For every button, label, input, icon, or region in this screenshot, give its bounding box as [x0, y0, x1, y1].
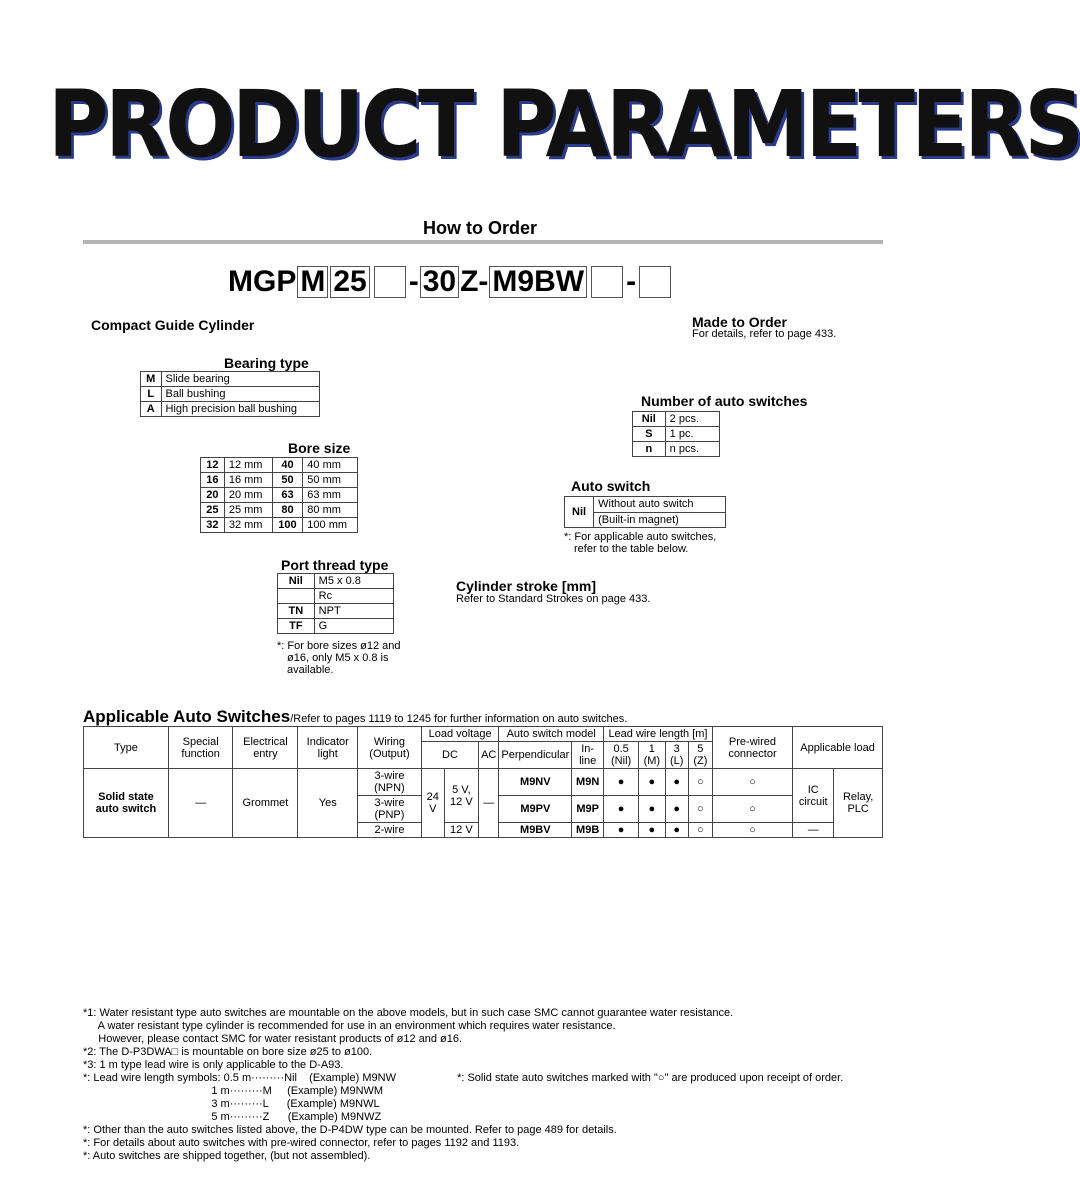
- code-number-box: [591, 266, 623, 298]
- order-code: [228, 265, 674, 299]
- code-port-box: [374, 266, 406, 298]
- label-bearing: Bearing type: [224, 355, 309, 371]
- code-bore: 25: [330, 266, 369, 298]
- label-made: Made to Order: [692, 314, 787, 330]
- switch-table-title: Applicable Auto Switches/Refer to pages 1119 to 1245 for further information on auto switches.: [83, 707, 628, 726]
- bearing-table: M Slide bearing L Ball bushing A High precision ball bushing: [140, 371, 320, 417]
- switch-table: Type Special function Electrical entry Indicator light Wiring (Output) Load voltage Auto switch model Lead wire length [m] Pre-wired connector Applicable load DC AC Perpendicular In-line 0.5 (Nil) 1 (M) 3 (L) 5 (Z) Solid state auto switch — Grommet Yes 3-wire (NPN) 24 V 5 V, 12 V — M9NV M9N ● ● ● ○ ○ IC circuit Relay, PLC 3-wire (PNP) M9PV M9P ● ● ● ○ ○ 2-wire 12 V M9BV M9B ● ● ● ○ ○ —: [83, 726, 883, 838]
- banner-title: PRODUCT PARAMETERS: [48, 71, 1080, 178]
- made-note: For details, refer to page 433.: [692, 328, 837, 340]
- port-note: *: For bore sizes ø12 and: [277, 640, 401, 652]
- code-dash: -: [626, 265, 637, 298]
- bore-table: 12 12 mm 40 40 mm 16 16 mm 50 50 mm 20 20 mm 63 63 mm 25 25 mm 80 80 mm 32 32 mm 100 100 mm: [200, 457, 358, 533]
- port-note: ø16, only M5 x 0.8 is: [287, 652, 389, 664]
- label-stroke: Cylinder stroke [mm]: [456, 578, 597, 594]
- label-port: Port thread type: [281, 557, 389, 573]
- title-rule: [83, 240, 883, 244]
- stroke-note: Refer to Standard Strokes on page 433.: [456, 593, 651, 605]
- banner: [0, 70, 1080, 185]
- auto-note: refer to the table below.: [574, 543, 689, 555]
- label-bore: Bore size: [288, 440, 351, 456]
- code-switch: M9BW: [489, 266, 587, 298]
- code-dash: -: [408, 265, 419, 298]
- code-z: Z: [460, 265, 479, 298]
- section-title: How to Order: [422, 218, 537, 238]
- auto-note: *: For applicable auto switches,: [564, 531, 717, 543]
- code-series: MGP: [228, 265, 297, 298]
- port-note: available.: [287, 664, 334, 676]
- port-table: Nil M5 x 0.8 Rc TN NPT TF G: [277, 573, 394, 634]
- code-made-box: [639, 266, 671, 298]
- code-dash: -: [478, 265, 489, 298]
- label-compact: Compact Guide Cylinder: [91, 317, 255, 333]
- auto-table: Nil Without auto switch (Built-in magnet): [564, 496, 726, 528]
- label-number: Number of auto switches: [641, 393, 808, 409]
- label-auto: Auto switch: [571, 478, 651, 494]
- code-bearing: M: [297, 266, 328, 298]
- code-stroke: 30: [420, 266, 459, 298]
- footnotes: *1: Water resistant type auto switches are mountable on the above models, but in such case SMC cannot guarantee water resistance. A water resistant type cylinder is recommended for use in an environment which requires water resistance. However, please contact SMC for water resistant products of ø12 and ø16. *2: The D-P3DWA□ is mountable on bore size ø25 to ø100. *3: 1 m type lead wire is only applicable to the D-A93. *: Lead wire length symbols: 0.5 m·········Nil (Example) M9NW *: Solid state auto switches marked with "○" are produced upon receipt of order. 1 m·········M (Example) M9NWM 3 m·········L (Example) M9NWL 5 m·········Z (Example) M9NWZ *: Other than the auto switches listed above, the D-P4DW type can be mounted. Refer to page 489 for details. *: For details about auto switches with pre-wired connector, refer to pages 1192 and 1193. *: Auto switches are shipped together, (but not assembled).: [83, 1007, 844, 1162]
- number-table: Nil 2 pcs. S 1 pc. n n pcs.: [632, 411, 720, 457]
